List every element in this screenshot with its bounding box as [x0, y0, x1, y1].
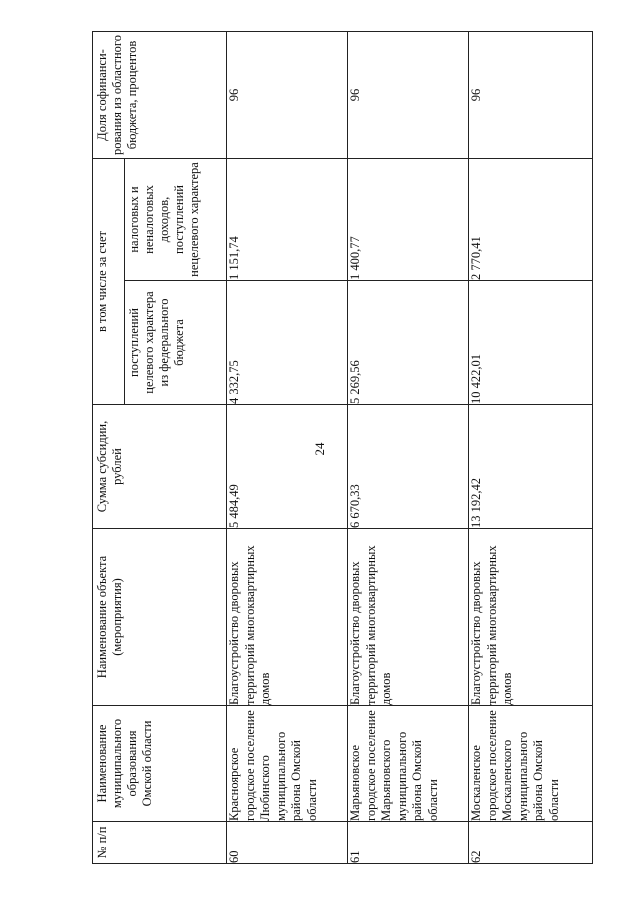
sum-cell: 6 670,33	[348, 405, 469, 529]
subsidy-table	[92, 31, 593, 864]
sum-cell: 5 484,49	[227, 405, 348, 529]
header-including: в том числе за счет	[93, 158, 125, 404]
federal-cell: 5 269,56	[348, 281, 469, 405]
header-nontax: налоговых и неналоговых доходов, поступлений нецелевого характера	[125, 158, 227, 280]
sum-cell: 13 192,42	[469, 405, 593, 529]
nontax-cell: 1 151,74	[227, 158, 348, 280]
municipality-cell: Москаленское городское поселение Москаленского муниципального района Омской области	[469, 706, 593, 822]
table-row	[469, 31, 593, 863]
page-number: 24	[312, 442, 327, 456]
share-cell: 96	[348, 31, 469, 158]
object-cell: Благоустройство дворовых территорий многоквартирных домов	[348, 529, 469, 706]
header-federal: поступлений целевого характера из федерального бюджета	[125, 281, 227, 405]
nontax-cell: 2 770,41	[469, 158, 593, 280]
header-row	[93, 31, 125, 863]
table-row	[348, 31, 469, 863]
header-object: Наименование объекта (мероприятия)	[93, 529, 227, 706]
share-cell: 96	[227, 31, 348, 158]
row-number: 60	[227, 822, 348, 864]
header-municipality: Наименование муниципального образования Омской области	[93, 706, 227, 822]
table-row	[227, 31, 348, 863]
federal-cell: 10 422,01	[469, 281, 593, 405]
object-cell: Благоустройство дворовых территорий многоквартирных домов	[469, 529, 593, 706]
row-number: 61	[348, 822, 469, 864]
header-share: Доля софинанси-рования из областного бюджета, процентов	[93, 31, 227, 158]
header-num: № п/п	[93, 822, 227, 864]
object-cell: Благоустройство дворовых территорий многоквартирных домов	[227, 529, 348, 706]
municipality-cell: Марьяновское городское поселение Марьяновского муниципального района Омской области	[348, 706, 469, 822]
header-sum: Сумма субсидии, рублей	[93, 405, 227, 529]
share-cell: 96	[469, 31, 593, 158]
municipality-cell: Красноярское городское поселение Любинского муниципального района Омской области	[227, 706, 348, 822]
rotated-table-container	[92, 32, 581, 864]
row-number: 62	[469, 822, 593, 864]
federal-cell: 4 332,75	[227, 281, 348, 405]
nontax-cell: 1 400,77	[348, 158, 469, 280]
